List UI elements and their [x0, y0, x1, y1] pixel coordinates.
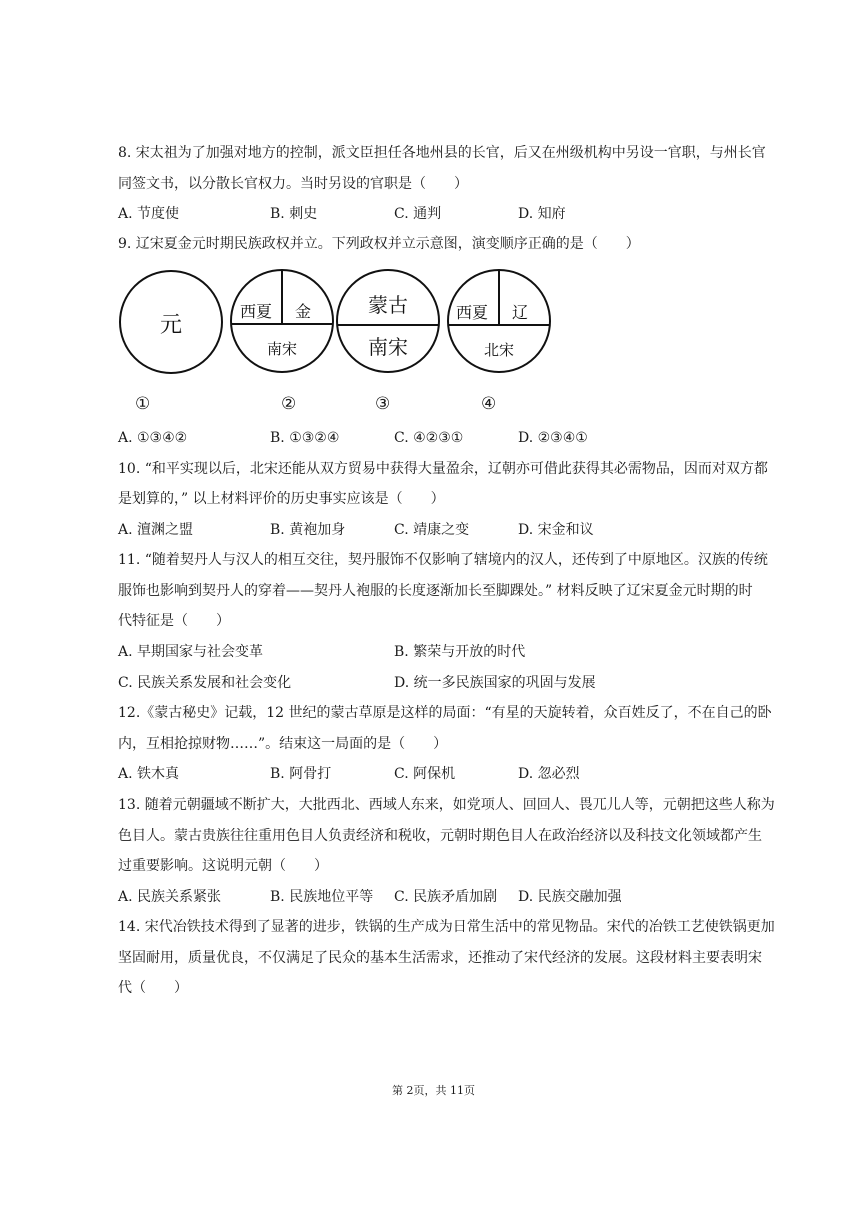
q12-option-a: A. 铁木真 — [118, 766, 180, 782]
q10-option-c: C. 靖康之变 — [394, 522, 470, 538]
q11-stem-line-1: 11. “随着契丹人与汉人的相互交往，契丹服饰不仅影响了辖境内的汉人，还传到了中原地区。汉族的传统 — [118, 552, 768, 568]
q14-stem-line-2: 坚固耐用，质量优良，不仅满足了民众的基本生活需求，还推动了宋代经济的发展。这段材料主要表明宋 — [118, 950, 762, 966]
label-beisong: 北宋 — [483, 341, 515, 359]
q13-stem-line-3: 过重要影响。这说明元朝（ ） — [118, 858, 328, 874]
q10-option-a: A. 澶渊之盟 — [118, 522, 194, 538]
q13-stem-line-1: 13. 随着元朝疆域不断扩大，大批西北、西域人东来，如党项人、回回人、畏兀儿人等，元朝把这些人称为 — [118, 797, 775, 813]
q10-option-d: D. 宋金和议 — [518, 522, 594, 538]
q11-stem-line-2: 服饰也影响到契丹人的穿着——契丹人袍服的长度逐渐加长至脚踝处。” 材料反映了辽宋夏金元时期的时 — [118, 583, 753, 599]
label-yuan: 元 — [159, 313, 183, 338]
q14-stem-line-1: 14. 宋代冶铁技术得到了显著的进步，铁锅的生产成为日常生活中的常见物品。宋代的冶铁工艺使铁锅更加 — [118, 919, 775, 935]
label-liao: 辽 — [511, 303, 529, 322]
circle-xixia-liao-beisong — [448, 270, 550, 372]
label-menggu: 蒙古 — [368, 293, 408, 317]
page-footer: 第 2页，共 11页 — [392, 1084, 475, 1097]
q8-stem-line-2: 同签文书，以分散长官权力。当时另设的官职是（ ） — [118, 176, 468, 192]
label-nansong-3: 南宋 — [368, 335, 408, 359]
q11-option-d: D. 统一多民族国家的巩固与发展 — [394, 675, 596, 691]
q11-option-c: C. 民族关系发展和社会变化 — [118, 675, 292, 691]
q11-option-a: A. 早期国家与社会变革 — [118, 644, 264, 660]
figure-number-4: ④ — [481, 394, 497, 414]
q12-option-c: C. 阿保机 — [394, 766, 456, 782]
q10-option-b: B. 黄袍加身 — [270, 522, 346, 538]
q12-option-b: B. 阿骨打 — [270, 766, 332, 782]
figure-number-1: ① — [135, 394, 151, 414]
label-jin: 金 — [294, 302, 312, 321]
q10-stem-line-1: 10. “和平实现以后，北宋还能从双方贸易中获得大量盈余，辽朝亦可借此获得其必需物品，因而对双方都 — [118, 461, 768, 477]
q9-option-b: B. ①③②④ — [270, 430, 340, 446]
q12-option-d: D. 忽必烈 — [518, 766, 580, 782]
circle-yuan — [120, 271, 222, 373]
q9-option-c: C. ④②③① — [394, 430, 464, 446]
q11-stem-line-3: 代特征是（ ） — [118, 613, 230, 629]
label-xixia-2: 西夏 — [239, 302, 273, 321]
q8-stem-line-1: 8. 宋太祖为了加强对地方的控制，派文臣担任各地州县的长官，后又在州级机构中另设一官职，与州长官 — [118, 145, 766, 161]
q13-option-b: B. 民族地位平等 — [270, 889, 374, 905]
q12-stem-line-1: 12.《蒙古秘史》记载，12 世纪的蒙古草原是这样的局面：“有星的天旋转着，众百姓反了，不在自己的卧 — [118, 705, 772, 721]
label-xixia-4: 西夏 — [455, 303, 489, 322]
q8-option-c: C. 通判 — [394, 206, 442, 222]
regime-diagram — [110, 262, 570, 384]
q11-option-b: B. 繁荣与开放的时代 — [394, 644, 526, 660]
q9-option-d: D. ②③④① — [518, 430, 588, 446]
q10-stem-line-2: 是划算的，” 以上材料评价的历史事实应该是（ ） — [118, 491, 445, 507]
q8-option-b: B. 刺史 — [270, 206, 318, 222]
q13-option-c: C. 民族矛盾加剧 — [394, 889, 498, 905]
q12-stem-line-2: 内，互相抢掠财物……”。结束这一局面的是（ ） — [118, 736, 448, 752]
q14-stem-line-3: 代（ ） — [118, 980, 188, 996]
q13-stem-line-2: 色目人。蒙古贵族往往重用色目人负责经济和税收，元朝时期色目人在政治经济以及科技文化领域都产生 — [118, 828, 762, 844]
q9-stem-line-1: 9. 辽宋夏金元时期民族政权并立。下列政权并立示意图，演变顺序正确的是（ ） — [118, 236, 640, 252]
q8-option-d: D. 知府 — [518, 206, 566, 222]
circle-xixia-jin-nansong — [231, 270, 333, 372]
figure-number-3: ③ — [375, 394, 391, 414]
q13-option-a: A. 民族关系紧张 — [118, 889, 222, 905]
figure-number-2: ② — [281, 394, 297, 414]
q13-option-d: D. 民族交融加强 — [518, 889, 622, 905]
circle-menggu-nansong — [337, 270, 439, 372]
q9-option-a: A. ①③④② — [118, 430, 188, 446]
q8-option-a: A. 节度使 — [118, 206, 180, 222]
label-nansong-2: 南宋 — [266, 340, 298, 358]
